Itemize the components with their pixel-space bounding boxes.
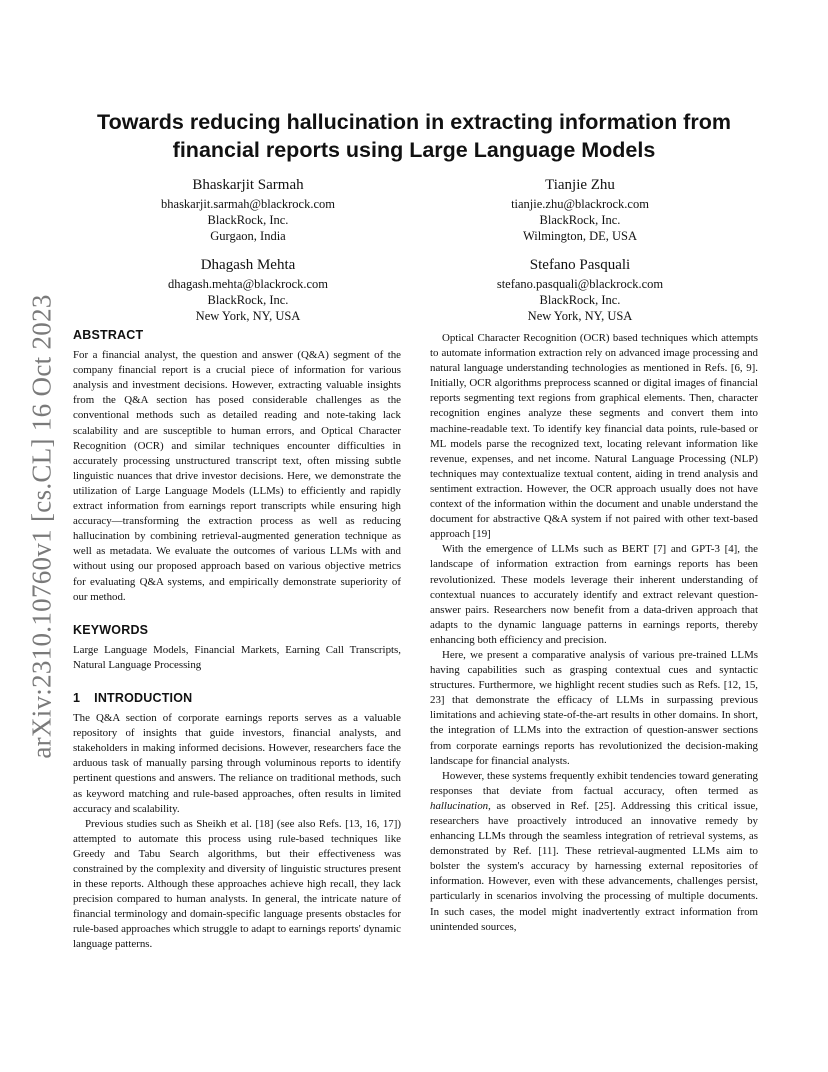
author-name: Dhagash Mehta: [200, 257, 296, 273]
author-org: BlackRock, Inc.: [539, 212, 621, 227]
author-block: [98, 175, 398, 244]
author-name: Tianjie Zhu: [545, 177, 615, 193]
arxiv-side-stamp: [20, 290, 64, 762]
author-block: [430, 175, 730, 244]
right-column: [430, 331, 758, 935]
text-span: , as observed in Ref. [25]. Addressing this critical issue, researchers have proactively introduced an innovative remedy by enhancing LLMs through the seamless integration of retrieval systems, as demonstrated by Ref. [11]. These retrieval-augmented LLMs aim to bolster the system's accuracy by harnessing external repositories of information. However, even with these advancements, challenges persist, particularly in scenarios involving the processing of multiple documents. In such cases, the model might inadvertently extract information from unintended sources,: [430, 799, 758, 933]
author-email: bhaskarjit.sarmah@blackrock.com: [161, 197, 335, 211]
emphasis-hallucination: hallucination: [430, 799, 489, 812]
author-name: Bhaskarjit Sarmah: [192, 177, 304, 193]
author-location: New York, NY, USA: [195, 308, 301, 323]
keywords-heading: KEYWORDS: [73, 622, 149, 637]
left-column: [73, 328, 401, 953]
section-number: 1: [73, 690, 81, 705]
author-org: BlackRock, Inc.: [207, 292, 289, 307]
author-email: stefano.pasquali@blackrock.com: [496, 277, 664, 291]
keywords-text: Large Language Models, Financial Markets, Earning Call Transcripts, Natural Language Processing: [73, 643, 401, 671]
arxiv-identifier: arXiv:2310.10760v1 [cs.CL] 16 Oct 2023: [26, 293, 57, 759]
author-location: Gurgaon, India: [210, 228, 286, 243]
text-span: However, these systems frequently exhibit tendencies toward generating responses that deviate from factual accuracy, often termed as: [430, 769, 758, 797]
author-location: Wilmington, DE, USA: [522, 228, 638, 243]
author-org: BlackRock, Inc.: [207, 212, 289, 227]
abstract-text: For a financial analyst, the question and answer (Q&A) segment of the company financial report is a crucial piece of information for various analysis and investment decisions. However, extracting valuable insights from the Q&A section has posed considerable challenges as the conventional methods such as detailed reading and note-taking lack scalability and are susceptible to human errors, and Optical Character Recognition (OCR) and similar techniques encounter difficulties in accurately processing unstructured transcript text, often missing subtle linguistic nuances that drive investor decisions. Here, we demonstrate the utilization of Large Language Models (LLMs) to efficiently and rapidly extract information from earnings report transcripts while ensuring high accuracy—transforming the extraction process as well as reducing hallucination by combining retrieval-augmented generation technique as well as metadata. We evaluate the outcomes of various LLMs with and without using our proposed approach based on various objective metrics for evaluating Q&A systems, and empirically demonstrate superiority of our method.: [73, 349, 401, 603]
body-paragraph-comparative-analysis: Here, we present a comparative analysis of various pre-trained LLMs having capabilities such as grasping contextual cues and syntactic structures. Furthermore, we highlight recent studies such as Refs. [12, 15, 23] that demonstrate the efficacy of LLMs in surpassing previous limitations and achieving state-of-the-art results in other domains. In short, the integration of LLMs into the extraction of question-answer sections from corporate earnings reports has revolutionized the decision-making landscape for financial analysts.: [430, 648, 758, 767]
paper-title: Towards reducing hallucination in extracting information from financial reports using Large Language Models: [97, 110, 731, 162]
author-name: Stefano Pasquali: [529, 257, 631, 273]
intro-paragraph-1: The Q&A section of corporate earnings reports serves as a valuable repository of insights that guide investors, financial analysts, and stakeholders in making informed decisions. However, researchers face the arduous task of manually parsing through voluminous reports to identify pertinent questions and answers. The reliance on traditional methods, such as keyword matching and rule-based approaches, often results in limited accuracy and scalability.: [73, 712, 401, 815]
section-title: INTRODUCTION: [94, 690, 193, 705]
body-paragraph-llm-emergence: With the emergence of LLMs such as BERT [7] and GPT-3 [4], the landscape of information extraction from earnings reports has been revolutionized. These models leverage their inherent understanding of contextual nuances to accurately identify and extract relevant question-answer pairs. Researchers now benefit from a data-driven approach that adapts to the dynamic language patterns in earnings reports, thereby enhancing both efficiency and precision.: [430, 543, 758, 646]
author-block: [98, 255, 398, 324]
author-email: tianjie.zhu@blackrock.com: [511, 197, 649, 211]
author-block: [430, 255, 730, 324]
author-org: BlackRock, Inc.: [539, 292, 621, 307]
author-location: New York, NY, USA: [527, 308, 633, 323]
intro-paragraph-2: Previous studies such as Sheikh et al. [18] (see also Refs. [13, 16, 17]) attempted to automate this process using rule-based techniques like Greedy and Tabu Search algorithms, but their effectiveness was constrained by the complexity and diversity of linguistic structures present in these reports. Although these approaches achieve high recall, they lack precision compared to human analysts. In general, the intricate nature of financial terminology and domain-specific language presents obstacles for rule-based approaches which struggle to adapt to earnings reports' dynamic language patterns.: [73, 817, 401, 951]
introduction-heading: [73, 691, 401, 706]
body-paragraph-hallucination: [430, 769, 758, 935]
body-paragraph-ocr: Optical Character Recognition (OCR) based techniques which attempts to automate information extraction rely on advanced image processing and natural language understanding technologies as mentioned in Refs. [6, 9]. Initially, OCR algorithms preprocess scanned or digital images of financial reports segmenting text regions from graphical elements. Then, character recognition engines analyze these segments and convert them into machine-readable text. To identify key financial data points, rule-based or ML models parse the recognized text, locating relevant information like revenue, expenses, and net income. Natural Language Processing (NLP) techniques may contextualize textual content, aiding in trend analysis and sentiment extraction. However, the OCR approach usually does not have context of the information within the document and unable understand the document for abstractive Q&A system if not paired with other text-based approach [19]: [430, 332, 758, 541]
author-email: dhagash.mehta@blackrock.com: [167, 277, 329, 291]
abstract-heading: ABSTRACT: [73, 328, 144, 342]
